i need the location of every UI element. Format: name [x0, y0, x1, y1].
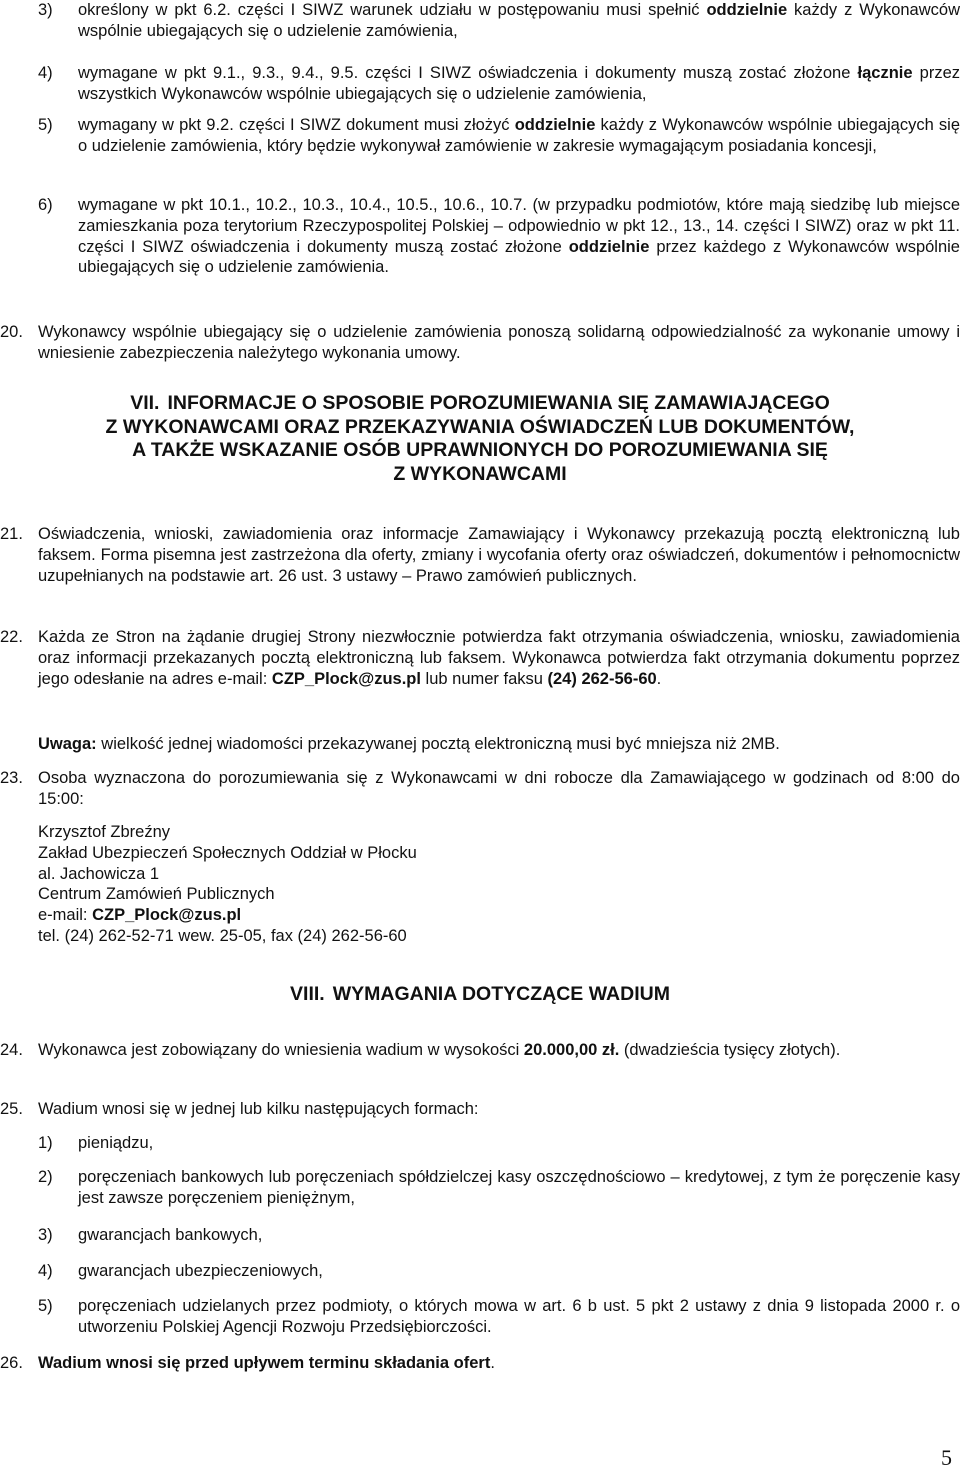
item-text — [78, 63, 960, 105]
text-run: Wykonawca jest zobowiązany do wniesienia wadium w wysokości — [38, 1041, 524, 1059]
text-run: gwarancjach bankowych, — [78, 1226, 263, 1244]
text-run: każdy z Wykonawców wspólnie ubiegających się o udzielenie zamówienia, — [78, 1, 960, 40]
item-label: 26. — [0, 1354, 23, 1372]
item-label: 5) — [38, 116, 53, 134]
text-run: Osoba wyznaczona do porozumiewania się z Wykonawcami w dni robocze dla Zamawiającego w godzinach od 8:00 do 15:00: — [38, 769, 960, 808]
item-label: 4) — [38, 64, 53, 82]
text-run: Wykonawcy wspólnie ubiegający się o udzielenie zamówienia ponoszą solidarną odpowiedzialność za wykonanie umowy i wniesienie zabezpieczenia należytego wykonania umowy. — [38, 323, 960, 362]
text-run: . — [656, 669, 662, 688]
text-run: poręczeniach udzielanych przez podmioty, o których mowa w art. 6 b ust. 5 pkt 2 ustawy z dnia 9 listopada 2000 r. o utworzeniu Polskiej Agencji Rozwoju Przedsiębiorczości. — [78, 1297, 960, 1336]
text-run: . — [490, 1354, 495, 1372]
contact-email-line — [38, 905, 960, 926]
bold-text: oddzielnie — [706, 1, 788, 19]
section-8-title: WYMAGANIA DOTYCZĄCE WADIUM — [332, 983, 670, 1005]
item-text — [38, 1040, 960, 1061]
section-7-heading-line-2: Z WYKONAWCAMI ORAZ PRZEKAZYWANIA OŚWIADCZEŃ LUB DOKUMENTÓW, — [105, 415, 855, 438]
text-run: Oświadczenia, wnioski, zawiadomienia oraz informacje Zamawiający i Wykonawcy przekazują pocztą elektroniczną lub faksem. Forma pisemna jest zastrzeżona dla oferty, zmiany i wycofania oferty oraz oświadczeń, dokumentów i pełnomocnictw uzupełnianych na podstawie art. 26 ust. 3 ustawy – Prawo zamówień publicznych. — [38, 525, 960, 585]
item-text — [78, 1225, 960, 1246]
item-text — [38, 524, 960, 586]
contact-phone: tel. (24) 262-52-71 wew. 25-05, fax (24) 262-56-60 — [38, 926, 407, 945]
item-label: 25. — [0, 1100, 23, 1118]
text-run: określony w pkt 6.2. części I SIWZ warunek udziału w postępowaniu musi spełnić — [78, 1, 707, 19]
item-label: 4) — [38, 1262, 53, 1280]
item-label: 6) — [38, 196, 53, 214]
bold-text: 20.000,00 zł. — [523, 1041, 620, 1059]
text-run: wymagany w pkt 9.2. części I SIWZ dokument musi złożyć — [78, 116, 515, 134]
item-label: 2) — [38, 1168, 53, 1186]
bold-text: (24) 262-56-60 — [547, 669, 657, 688]
item-label: 3) — [38, 1, 53, 19]
item-label: 1) — [38, 1134, 53, 1152]
item-text — [78, 1133, 960, 1154]
contact-name: Krzysztof Zbreźny — [38, 823, 171, 841]
item-text — [78, 1261, 960, 1282]
text-run: (dwadzieścia tysięcy złotych). — [619, 1041, 841, 1059]
section-7-number: VII. — [130, 392, 160, 414]
text-run: przez każdego z Wykonawców wspólnie ubiegających się o udzielenie zamówienia. — [78, 237, 960, 277]
section-7-heading-line-4: Z WYKONAWCAMI — [393, 462, 567, 485]
item-text — [78, 0, 960, 42]
section-8-number: VIII. — [290, 983, 325, 1005]
section-7-heading — [0, 392, 960, 486]
item-text — [38, 627, 960, 689]
note-text — [38, 734, 960, 755]
bold-text: oddzielnie — [568, 237, 650, 256]
bold-text: łącznie — [857, 64, 913, 82]
text-run: wielkość jednej wiadomości przekazywanej pocztą elektroniczną musi być mniejsza niż 2MB. — [96, 735, 780, 753]
item-text — [38, 1099, 960, 1120]
text-run: lub numer faksu — [420, 669, 548, 688]
item-label: 22. — [0, 628, 23, 646]
item-text — [78, 1167, 960, 1209]
bold-text: Uwaga: — [38, 735, 97, 753]
item-text — [38, 322, 960, 364]
text-run: gwarancjach ubezpieczeniowych, — [78, 1262, 323, 1280]
bold-text: Wadium wnosi się przed upływem terminu składania ofert — [38, 1354, 491, 1372]
text-run: pieniądzu, — [78, 1134, 154, 1152]
contact-organization: Zakład Ubezpieczeń Społecznych Oddział w Płocku — [38, 843, 417, 862]
page-number: 5 — [941, 1445, 952, 1470]
item-label: 24. — [0, 1041, 23, 1059]
item-text — [78, 195, 960, 278]
item-text — [38, 1353, 960, 1374]
section-7-heading-line-3: A TAKŻE WSKAZANIE OSÓB UPRAWNIONYCH DO POROZUMIEWANIA SIĘ — [132, 439, 828, 461]
section-8-heading — [0, 983, 960, 1007]
item-text — [78, 1296, 960, 1338]
email-label: e-mail: — [38, 906, 93, 925]
text-run: przez wszystkich Wykonawców wspólnie ubiegających się o udzielenie zamówienia, — [78, 64, 960, 103]
item-label: 21. — [0, 525, 23, 543]
text-run: Wadium wnosi się w jednej lub kilku następujących formach: — [38, 1100, 479, 1118]
text-run: wymagane w pkt 10.1., 10.2., 10.3., 10.4., 10.5., 10.6., 10.7. (w przypadku podmiotów, które mają siedzibę lub miejsce zamieszkania poza terytorium Rzeczypospolitej Polskiej – odpowiednio w pkt 12., 13., 14. części I SIWZ) oraz w pkt 11. części I SIWZ oświadczenia i dokumenty muszą zostać złożone — [78, 196, 960, 256]
text-run: każdy z Wykonawców wspólnie ubiegających się o udzielenie zamówienia, który będzie wykonywał zamówienie w zakresie wymagającym posiadania koncesji, — [78, 116, 960, 155]
contact-block — [38, 822, 960, 947]
bold-text: oddzielnie — [514, 116, 596, 134]
item-label: 5) — [38, 1297, 53, 1315]
contact-street: al. Jachowicza 1 — [38, 864, 160, 883]
bold-text: CZP_Plock@zus.pl — [271, 669, 421, 688]
section-7-heading-line-1 — [0, 392, 960, 416]
item-label: 20. — [0, 323, 23, 341]
text-run: Każda ze Stron na żądanie drugiej Strony niezwłocznie potwierdza fakt otrzymania oświadczenia, wniosku, zawiadomienia oraz informacji przekazanych pocztą elektroniczną lub faksem. Wykonawca potwierdza fakt otrzymania dokumentu poprzez jego odesłanie na adres e-mail: — [38, 628, 960, 688]
item-label: 3) — [38, 1226, 53, 1244]
text-run: wymagane w pkt 9.1., 9.3., 9.4., 9.5. części I SIWZ oświadczenia i dokumenty muszą zostać złożone — [78, 64, 858, 82]
item-label: 23. — [0, 769, 23, 787]
item-text — [38, 768, 960, 810]
contact-department: Centrum Zamówień Publicznych — [38, 885, 275, 904]
section-7-title: INFORMACJE O SPOSOBIE POROZUMIEWANIA SIĘ ZAMAWIAJĄCEGO — [167, 392, 830, 414]
item-text — [78, 115, 960, 157]
email-link[interactable]: CZP_Plock@zus.pl — [92, 906, 242, 925]
text-run: poręczeniach bankowych lub poręczeniach spółdzielczej kasy oszczędnościowo – kredytowej, z tym że poręczenie kasy jest zawsze poręczeniem pieniężnym, — [78, 1168, 960, 1207]
